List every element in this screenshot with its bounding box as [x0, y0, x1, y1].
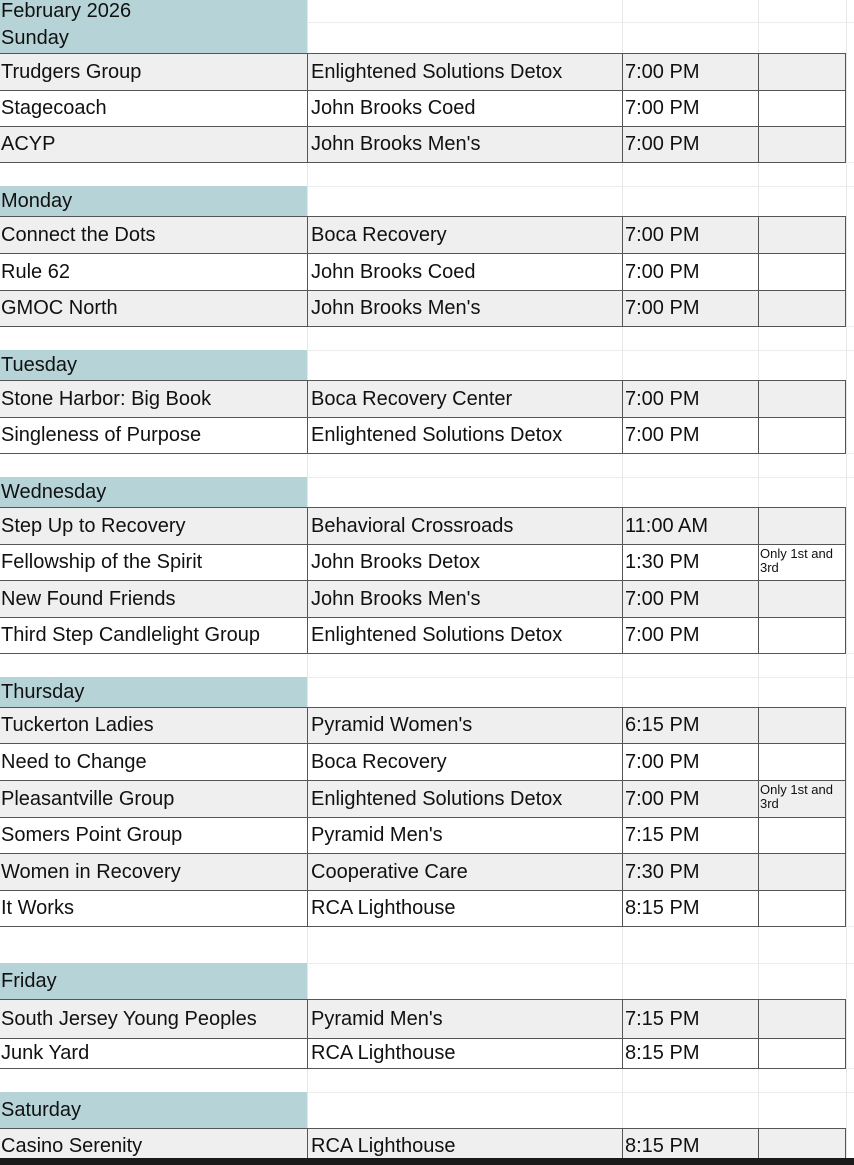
group-name-cell[interactable]: Third Step Candlelight Group [1, 624, 261, 646]
group-name-cell[interactable]: Stone Harbor: Big Book [1, 387, 212, 410]
location-cell[interactable]: Enlightened Solutions Detox [311, 624, 563, 646]
time-cell[interactable]: 8:15 PM [625, 1134, 700, 1157]
note-cell[interactable] [758, 253, 846, 290]
month-title[interactable]: February 2026 [0, 0, 307, 22]
location-cell[interactable]: Boca Recovery [311, 223, 447, 246]
location-cell[interactable]: Pyramid Men's [311, 1007, 443, 1030]
location-cell[interactable]: Boca Recovery Center [311, 387, 513, 410]
location-cell[interactable]: Pyramid Women's [311, 714, 473, 736]
time-cell[interactable]: 1:30 PM [625, 551, 700, 573]
time-cell[interactable]: 8:15 PM [625, 897, 700, 919]
group-name-cell[interactable]: Singleness of Purpose [1, 424, 202, 446]
time-cell[interactable]: 7:30 PM [625, 860, 700, 883]
note-cell[interactable] [758, 617, 846, 653]
day-header-tuesday[interactable]: Tuesday [0, 350, 307, 380]
time-cell[interactable]: 7:00 PM [625, 97, 700, 119]
note-cell[interactable] [758, 53, 846, 90]
location-cell[interactable]: John Brooks Men's [311, 297, 481, 319]
day-header-wednesday[interactable]: Wednesday [0, 477, 307, 507]
group-name-cell[interactable]: Casino Serenity [1, 1134, 143, 1157]
group-name-cell[interactable]: GMOC North [1, 297, 118, 319]
grid-column-line [846, 0, 847, 1165]
note-cell[interactable] [758, 707, 846, 743]
location-cell[interactable]: Cooperative Care [311, 860, 468, 883]
day-header-saturday[interactable]: Saturday [0, 1092, 307, 1128]
group-name-cell[interactable]: ACYP [1, 133, 56, 155]
time-cell[interactable]: 7:00 PM [625, 60, 700, 83]
day-header-sunday[interactable]: Sunday [0, 22, 307, 53]
time-cell[interactable]: 7:00 PM [625, 424, 700, 446]
location-cell[interactable]: Boca Recovery [311, 750, 447, 773]
day-header-thursday[interactable]: Thursday [0, 677, 307, 707]
note-cell[interactable]: Only 1st and 3rd [760, 782, 833, 811]
location-cell[interactable]: John Brooks Coed [311, 97, 476, 119]
note-cell[interactable] [758, 580, 846, 617]
note-cell[interactable]: Only 1st and 3rd [760, 546, 833, 575]
note-cell[interactable] [758, 290, 846, 326]
group-name-cell[interactable]: Need to Change [1, 750, 147, 773]
group-name-cell[interactable]: Women in Recovery [1, 860, 181, 883]
note-cell[interactable] [758, 507, 846, 544]
location-cell[interactable]: John Brooks Detox [311, 551, 480, 573]
time-cell[interactable]: 7:00 PM [625, 587, 700, 610]
time-cell[interactable]: 7:00 PM [625, 297, 700, 319]
time-cell[interactable]: 11:00 AM [625, 514, 709, 537]
group-name-cell[interactable]: It Works [1, 897, 74, 919]
note-cell[interactable] [758, 817, 846, 853]
group-name-cell[interactable]: Rule 62 [1, 260, 70, 283]
location-cell[interactable]: John Brooks Men's [311, 587, 481, 610]
time-cell[interactable]: 7:15 PM [625, 1007, 700, 1030]
location-cell[interactable]: John Brooks Men's [311, 133, 481, 155]
time-cell[interactable]: 7:00 PM [625, 260, 700, 283]
group-name-cell[interactable]: New Found Friends [1, 587, 176, 610]
group-name-cell[interactable]: Stagecoach [1, 97, 107, 119]
time-cell[interactable]: 7:00 PM [625, 624, 700, 646]
note-cell[interactable] [758, 890, 846, 926]
note-cell[interactable] [758, 853, 846, 890]
time-cell[interactable]: 7:00 PM [625, 133, 700, 155]
location-cell[interactable]: RCA Lighthouse [311, 1042, 456, 1064]
location-cell[interactable]: Enlightened Solutions Detox [311, 424, 563, 446]
location-cell[interactable]: RCA Lighthouse [311, 897, 456, 919]
group-name-cell[interactable]: Step Up to Recovery [1, 514, 186, 537]
group-name-cell[interactable]: Connect the Dots [1, 223, 156, 246]
location-cell[interactable]: Behavioral Crossroads [311, 514, 514, 537]
location-cell[interactable]: Pyramid Men's [311, 824, 443, 846]
time-cell[interactable]: 7:00 PM [625, 750, 700, 773]
time-cell[interactable]: 6:15 PM [625, 714, 700, 736]
bottom-edge-bar [0, 1158, 854, 1165]
day-header-monday[interactable]: Monday [0, 186, 307, 216]
note-cell[interactable] [758, 126, 846, 162]
group-name-cell[interactable]: Trudgers Group [1, 60, 142, 83]
note-cell[interactable] [758, 417, 846, 453]
location-cell[interactable]: Enlightened Solutions Detox [311, 60, 563, 83]
group-name-cell[interactable]: Tuckerton Ladies [1, 714, 154, 736]
location-cell[interactable]: John Brooks Coed [311, 260, 476, 283]
time-cell[interactable]: 7:15 PM [625, 824, 700, 846]
time-cell[interactable]: 7:00 PM [625, 787, 700, 810]
group-name-cell[interactable]: Somers Point Group [1, 824, 183, 846]
note-cell[interactable] [758, 999, 846, 1038]
day-header-friday[interactable]: Friday [0, 963, 307, 999]
group-name-cell[interactable]: South Jersey Young Peoples [1, 1007, 257, 1030]
note-cell[interactable] [758, 743, 846, 780]
location-cell[interactable]: RCA Lighthouse [311, 1134, 456, 1157]
time-cell[interactable]: 7:00 PM [625, 223, 700, 246]
note-cell[interactable] [758, 90, 846, 126]
time-cell[interactable]: 8:15 PM [625, 1042, 700, 1064]
group-name-cell[interactable]: Junk Yard [1, 1042, 90, 1064]
note-cell[interactable] [758, 1038, 846, 1068]
time-cell[interactable]: 7:00 PM [625, 387, 700, 410]
group-name-cell[interactable]: Fellowship of the Spirit [1, 551, 203, 573]
group-name-cell[interactable]: Pleasantville Group [1, 787, 175, 810]
location-cell[interactable]: Enlightened Solutions Detox [311, 787, 563, 810]
note-cell[interactable] [758, 380, 846, 417]
note-cell[interactable] [758, 216, 846, 253]
